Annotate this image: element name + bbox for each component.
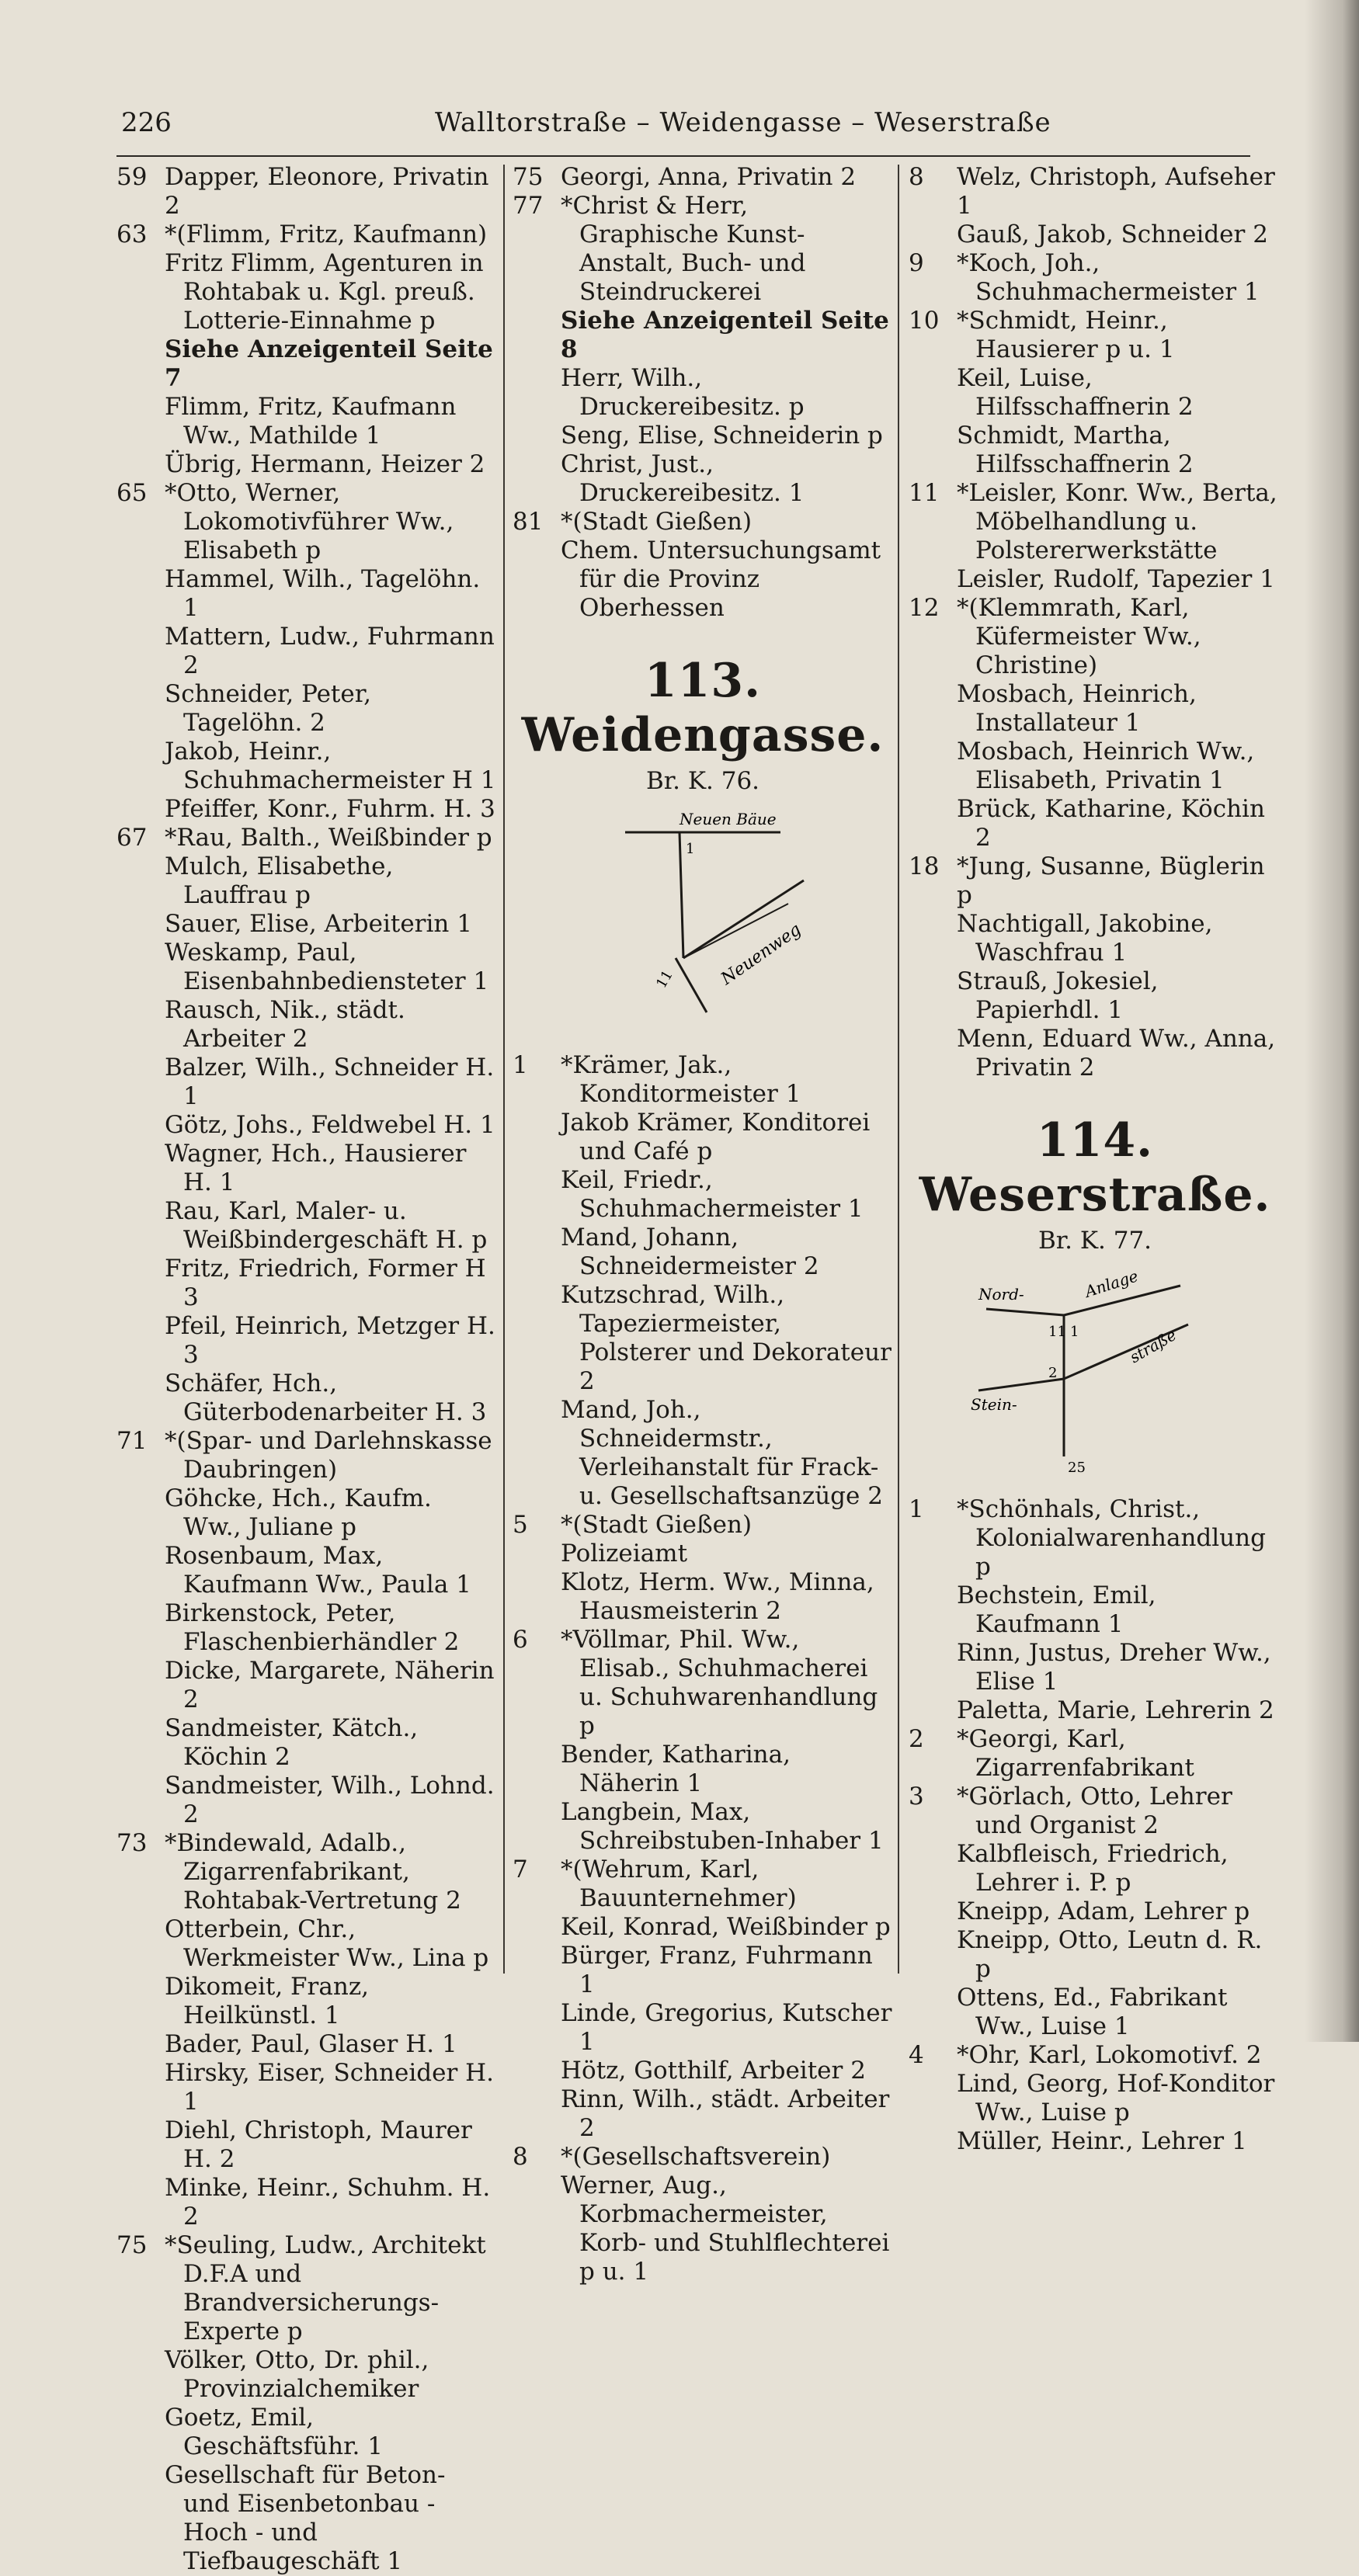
resident-text: Rosenbaum, Max, Kaufmann Ww., Paula 1 [165,1542,471,1599]
resident-text: *Krämer, Jak., Konditormeister 1 [561,1051,801,1108]
resident-text: Mattern, Ludw., Fuhrmann 2 [165,623,495,679]
directory-entry [513,1856,893,1913]
resident-text: Bader, Paul, Glaser H. 1 [165,2030,457,2058]
resident-text: Schmidt, Martha, Hilfsschaffnerin 2 [957,422,1194,478]
resident-text: Linde, Gregorius, Kutscher 1 [561,1999,892,2056]
resident-text: Dapper, Eleonore, Privatin 2 [165,163,489,220]
resident-text: *(Wehrum, Karl, Bauunternehmer) [561,1856,797,1912]
resident-text: Pfeiffer, Konr., Fuhrm. H. 3 [165,795,495,823]
directory-entry [513,1942,893,1999]
directory-entry [116,996,497,1054]
resident-text: Sandmeister, Wilh., Lohnd. 2 [165,1772,495,1828]
directory-entry [909,163,1281,220]
directory-entry [513,1568,893,1626]
column-3-entries-top [909,163,1281,1082]
house-number: 4 [909,2041,924,2069]
directory-entry [116,163,497,220]
resident-text: Jakob Krämer, Konditorei und Café p [561,1109,871,1165]
house-number: 75 [116,2231,148,2259]
map-road-anlage [1064,1286,1180,1315]
resident-text: *(Gesellschaftsverein) [561,2143,831,2171]
directory-entry [513,1798,893,1856]
resident-text: Strauß, Jokesiel, Papierhdl. 1 [957,967,1159,1024]
resident-text: Bechstein, Emil, Kaufmann 1 [957,1581,1156,1638]
resident-text: Müller, Heinr., Lehrer 1 [957,2127,1247,2155]
house-number: 11 [909,479,940,507]
column-2 [513,163,893,2286]
house-number: 65 [116,479,148,507]
resident-text: *Völlmar, Phil. Ww., Elisab., Schuhmacherei u. Schuhwarenhandlung p [561,1626,878,1740]
house-number: 5 [513,1511,528,1539]
directory-entry [116,565,497,623]
resident-text: Rinn, Wilh., städt. Arbeiter 2 [561,2085,890,2142]
resident-text: Göhcke, Hch., Kaufm. Ww., Juliane p [165,1484,432,1541]
directory-entry [513,508,893,536]
resident-text: Völker, Otto, Dr. phil., Provinzialchemiker [165,2346,429,2403]
directory-entry [513,1511,893,1540]
directory-entry [116,220,497,249]
directory-entry [116,910,497,939]
directory-entry [909,307,1281,364]
directory-entry [513,2085,893,2143]
house-number: 8 [513,2143,528,2171]
directory-entry [513,1396,893,1511]
map-road-nord [986,1309,1064,1315]
resident-text: Werner, Aug., Korbmachermeister, Korb- und Stuhlflechterei p u. 1 [561,2172,890,2286]
house-number: 6 [513,1626,528,1654]
directory-entry [116,1599,497,1657]
resident-text: Kalbfleisch, Friedrich, Lehrer i. P. p [957,1840,1229,1897]
column-3 [909,163,1281,2156]
directory-entry [116,393,497,450]
directory-entry [116,939,497,996]
directory-entry [909,1984,1281,2041]
directory-entry [513,163,893,192]
directory-entry [116,1255,497,1312]
directory-entry [513,1741,893,1798]
house-number: 75 [513,163,544,191]
directory-entry [513,1051,893,1109]
directory-entry [909,1783,1281,1840]
resident-text: Wagner, Hch., Hausierer H. 1 [165,1140,467,1196]
header-rule [116,155,1250,157]
street-ref-weidengasse: Br. K. 76. [645,767,760,795]
resident-text: Welz, Christoph, Aufseher 1 [957,163,1275,220]
directory-entry [116,1111,497,1140]
resident-text: *Georgi, Karl, Zigarrenfabrikant [957,1725,1194,1782]
resident-text: Christ, Just., Druckereibesitz. 1 [561,450,805,507]
resident-text: Kutzschrad, Wilh., Tapeziermeister, Polsterer und Dekorateur 2 [561,1281,892,1395]
directory-entry [909,1926,1281,1984]
resident-text: Schneider, Peter, Tagelöhn. 2 [165,680,371,737]
directory-entry [513,1626,893,1741]
resident-text: Sandmeister, Kätch., Köchin 2 [165,1714,419,1771]
map-number-2: 2 [1048,1365,1058,1381]
directory-entry [116,1915,497,1973]
directory-entry [116,1973,497,2030]
directory-entry [116,2404,497,2461]
resident-text: Gauß, Jakob, Schneider 2 [957,220,1268,248]
house-number: 71 [116,1427,148,1455]
resident-text: Bürger, Franz, Fuhrmann 1 [561,1942,873,1998]
directory-entry [909,1897,1281,1926]
column-1-entries [116,163,497,2576]
directory-entry [909,1639,1281,1696]
house-number: 59 [116,163,148,191]
directory-entry [513,307,893,364]
page-edge-shadow [1305,0,1359,2042]
map-number-25: 25 [1068,1460,1086,1476]
column-2-entries-bottom [513,1051,893,2286]
resident-text: Paletta, Marie, Lehrerin 2 [957,1696,1274,1724]
resident-text: *Rau, Balth., Weißbinder p [165,824,492,852]
directory-entry [909,852,1281,910]
directory-entry [909,594,1281,680]
resident-text: *Seuling, Ludw., Architekt D.F.A und Brandversicherungs-Experte p [165,2231,486,2345]
directory-entry [909,479,1281,565]
directory-entry [116,1197,497,1255]
directory-entry [909,795,1281,852]
resident-text: Herr, Wilh., Druckereibesitz. p [561,364,805,421]
resident-text: *Görlach, Otto, Lehrer und Organist 2 [957,1783,1232,1839]
directory-entry [909,2127,1281,2156]
directory-entry [116,249,497,335]
resident-text: Goetz, Emil, Geschäftsführ. 1 [165,2404,383,2460]
directory-entry [513,1913,893,1942]
directory-entry [116,2231,497,2346]
resident-text: Fritz, Friedrich, Former H 3 [165,1255,486,1311]
directory-entry [116,623,497,680]
directory-entry [909,2070,1281,2127]
directory-entry [116,335,497,393]
resident-text: *Schmidt, Heinr., Hausierer p u. 1 [957,307,1175,363]
house-number: 1 [909,1495,924,1523]
resident-text: *Otto, Werner, Lokomotivführer Ww., Elisabeth p [165,479,454,564]
house-number: 7 [513,1856,528,1883]
directory-entry [116,1370,497,1427]
house-number: 67 [116,824,148,852]
directory-entry [909,1495,1281,1581]
directory-entry [116,2030,497,2059]
resident-text: Mosbach, Heinrich, Installateur 1 [957,680,1197,737]
resident-text: Götz, Johs., Feldwebel H. 1 [165,1111,495,1139]
directory-entry [909,565,1281,594]
resident-text: Brück, Katharine, Köchin 2 [957,795,1265,852]
directory-entry [513,422,893,450]
street-title-weidengasse: 113. Weidengasse. [521,654,885,762]
resident-text: Balzer, Wilh., Schneider H. 1 [165,1054,495,1110]
resident-text: *(Spar- und Darlehnskasse Daubringen) [165,1427,492,1484]
house-number: 12 [909,594,940,622]
map-number-1: 1 [686,841,695,857]
directory-entry [513,1281,893,1396]
directory-entry [116,1312,497,1370]
resident-text: Klotz, Herm. Ww., Minna, Hausmeisterin 2 [561,1568,874,1625]
resident-text: Dicke, Margarete, Näherin 2 [165,1657,495,1713]
map-label-anlage: Anlage [1083,1266,1141,1301]
resident-text: *Schönhals, Christ., Kolonialwarenhandlung p [957,1495,1266,1581]
resident-text: Hammel, Wilh., Tagelöhn. 1 [165,565,481,622]
directory-entry [909,220,1281,249]
directory-entry [513,2143,893,2172]
directory-entry [116,1140,497,1197]
house-number: 18 [909,852,940,880]
directory-entry [116,1484,497,1542]
directory-entry [116,1427,497,1484]
directory-entry [116,479,497,565]
directory-entry [909,910,1281,967]
resident-text: Sauer, Elise, Arbeiterin 1 [165,910,472,938]
resident-text: Rinn, Justus, Dreher Ww., Elise 1 [957,1639,1271,1696]
directory-entry [909,967,1281,1025]
resident-text: Mand, Johann, Schneidermeister 2 [561,1224,819,1280]
page-header [116,107,1274,154]
map-road-vertical [680,832,683,958]
map-number-1: 1 [1070,1324,1079,1340]
resident-text: Otterbein, Chr., Werkmeister Ww., Lina p [165,1915,489,1972]
directory-entry [909,364,1281,422]
resident-text: Seng, Elise, Schneiderin p [561,422,883,450]
resident-text: Übrig, Hermann, Heizer 2 [165,450,485,478]
map-number-11: 11 [653,967,676,991]
directory-entry [116,1772,497,1829]
directory-entry [116,680,497,738]
directory-entry [513,1540,893,1568]
map-number-11-top: 11 [1048,1324,1066,1340]
resident-text: Siehe Anzeigenteil Seite 7 [165,335,493,392]
directory-entry [909,1725,1281,1783]
resident-text: *(Stadt Gießen) [561,1511,752,1539]
directory-entry [116,852,497,910]
resident-text: Polizeiamt [561,1540,688,1567]
directory-entry [116,2116,497,2174]
directory-entry [116,2059,497,2116]
map-label-stein: Stein- [971,1395,1017,1414]
resident-text: *(Stadt Gießen) [561,508,752,536]
street-title-weserstrasse: 114. Weserstraße. [919,1113,1271,1222]
directory-entry [116,1829,497,1915]
directory-entry [116,824,497,852]
house-number: 2 [909,1725,924,1753]
directory-entry [909,422,1281,479]
directory-entry [116,450,497,479]
resident-text: *Leisler, Konr. Ww., Berta, Möbelhandlung u. Polstererwerkstätte [957,479,1277,564]
resident-text: Georgi, Anna, Privatin 2 [561,163,857,191]
resident-text: Hirsky, Eiser, Schneider H. 1 [165,2059,495,2116]
directory-entry [513,450,893,508]
resident-text: Keil, Konrad, Weißbinder p [561,1913,891,1941]
map-label-road-top: Neuen Bäue [680,810,777,828]
directory-entry [513,1109,893,1166]
resident-text: Flimm, Fritz, Kaufmann Ww., Mathilde 1 [165,393,457,450]
street-ref-weserstrasse: Br. K. 77. [1037,1227,1152,1255]
street-map-weidengasse [547,803,858,1036]
directory-entry [116,2346,497,2404]
map-label-nord: Nord- [978,1285,1024,1304]
house-number: 63 [116,220,148,248]
directory-entry [513,192,893,307]
resident-text: *(Klemmrath, Karl, Küfermeister Ww., Christine) [957,594,1201,679]
resident-text: *Jung, Susanne, Büglerin p [957,852,1265,909]
resident-text: Rausch, Nik., städt. Arbeiter 2 [165,996,405,1053]
resident-text: Ottens, Ed., Fabrikant Ww., Luise 1 [957,1984,1228,2040]
directory-entry [513,1999,893,2057]
resident-text: Menn, Eduard Ww., Anna, Privatin 2 [957,1025,1276,1081]
map-road-lower [676,958,707,1012]
house-number: 1 [513,1051,528,1079]
resident-text: *Bindewald, Adalb., Zigarrenfabrikant, Rohtabak-Vertretung 2 [165,1829,461,1915]
resident-text: Siehe Anzeigenteil Seite 8 [561,307,889,363]
directory-entry [513,536,893,623]
directory-entry [116,1714,497,1772]
resident-text: Fritz Flimm, Agenturen in Rohtabak u. Kgl. preuß. Lotterie-Einnahme p [165,249,484,335]
directory-entry [513,1224,893,1281]
running-title: Walltorstraße – Weidengasse – Weserstraße [435,107,1051,138]
resident-text: Gesellschaft für Beton- und Eisenbetonbau - Hoch - und Tiefbaugeschäft 1 [165,2461,446,2575]
directory-entry [116,1054,497,1111]
resident-text: Mand, Joh., Schneidermstr., Verleihanstalt für Frack- u. Gesellschaftsanzüge 2 [561,1396,883,1510]
resident-text: Schäfer, Hch., Güterbodenarbeiter H. 3 [165,1370,487,1426]
resident-text: Mulch, Elisabethe, Lauffrau p [165,852,394,909]
column-divider-2 [898,165,899,1974]
map-label-strasse: straße [1126,1325,1180,1367]
directory-entry [513,2172,893,2286]
resident-text: *Christ & Herr, Graphische Kunst-Anstalt, Buch- und Steindruckerei [561,192,806,306]
resident-text: *Koch, Joh., Schuhmachermeister 1 [957,249,1260,306]
resident-text: Keil, Friedr., Schuhmachermeister 1 [561,1166,864,1223]
resident-text: Weskamp, Paul, Eisenbahnbediensteter 1 [165,939,489,995]
directory-entry [909,1840,1281,1897]
house-number: 10 [909,307,940,335]
resident-text: Birkenstock, Peter, Flaschenbierhändler 2 [165,1599,460,1656]
resident-text: Chem. Untersuchungsamt für die Provinz Oberhessen [561,536,881,622]
resident-text: Diehl, Christoph, Maurer H. 2 [165,2116,472,2173]
resident-text: Langbein, Max, Schreibstuben-Inhaber 1 [561,1798,884,1855]
column-3-entries-bottom [909,1495,1281,2156]
directory-entry [909,1025,1281,1082]
resident-text: Rau, Karl, Maler- u. Weißbindergeschäft H. p [165,1197,488,1254]
resident-text: Kneipp, Otto, Leutn d. R. p [957,1926,1263,1983]
directory-entry [909,680,1281,738]
house-number: 8 [909,163,924,191]
directory-entry [513,364,893,422]
house-number: 73 [116,1829,148,1857]
column-1 [116,163,497,2576]
resident-text: Nachtigall, Jakobine, Waschfrau 1 [957,910,1213,967]
house-number: 77 [513,192,544,220]
resident-text: Dikomeit, Franz, Heilkünstl. 1 [165,1973,370,2029]
directory-entry [116,795,497,824]
directory-entry [116,1657,497,1714]
directory-entry [909,2041,1281,2070]
resident-text: Minke, Heinr., Schuhm. H. 2 [165,2174,491,2231]
resident-text: Jakob, Heinr., Schuhmachermeister H 1 [165,738,496,794]
resident-text: Keil, Luise, Hilfsschaffnerin 2 [957,364,1194,421]
directory-entry [513,2057,893,2085]
column-divider-1 [503,165,505,1974]
directory-entry [513,1166,893,1224]
directory-entry [909,1696,1281,1725]
directory-entry [909,738,1281,795]
directory-entry [116,1542,497,1599]
house-number: 9 [909,249,924,277]
page-number: 226 [121,107,172,138]
resident-text: Hötz, Gotthilf, Arbeiter 2 [561,2057,866,2085]
column-2-entries-top [513,163,893,623]
resident-text: Kneipp, Adam, Lehrer p [957,1897,1250,1925]
map-label-road-diag: Neuenweg [718,919,805,989]
directory-entry [909,249,1281,307]
resident-text: *Ohr, Karl, Lokomotivf. 2 [957,2041,1262,2069]
directory-entry [116,738,497,795]
house-number: 81 [513,508,544,536]
street-map-weserstrasse [940,1262,1250,1480]
directory-entry [116,2174,497,2231]
resident-text: *(Flimm, Fritz, Kaufmann) [165,220,488,248]
house-number: 3 [909,1783,924,1810]
resident-text: Mosbach, Heinrich Ww., Elisabeth, Privatin 1 [957,738,1255,794]
resident-text: Leisler, Rudolf, Tapezier 1 [957,565,1275,593]
resident-text: Lind, Georg, Hof-Konditor Ww., Luise p [957,2070,1275,2126]
directory-entry [116,2461,497,2576]
resident-text: Bender, Katharina, Näherin 1 [561,1741,791,1797]
resident-text: Pfeil, Heinrich, Metzger H. 3 [165,1312,495,1369]
directory-entry [909,1581,1281,1639]
